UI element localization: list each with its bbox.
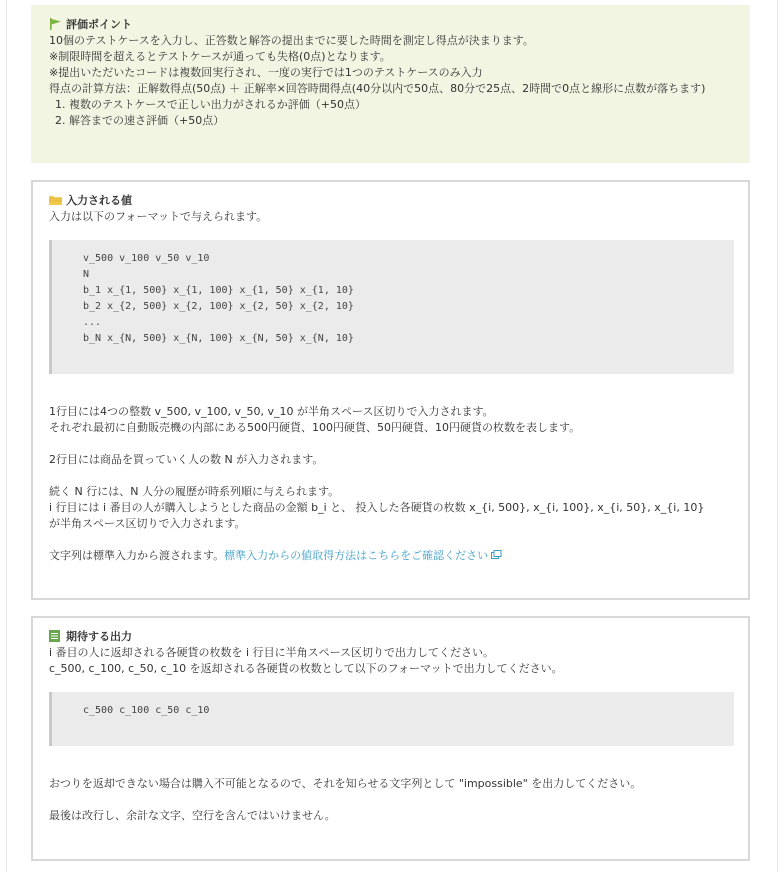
evaluation-title: 評価ポイント bbox=[66, 18, 132, 31]
stdin-text: 文字列は標準入力から渡されます。 bbox=[49, 549, 225, 562]
evaluation-list-item: 1. 複数のテストケースで正しい出力がされるか評価（+50点） bbox=[55, 98, 366, 111]
document-icon bbox=[49, 630, 62, 642]
evaluation-line: ※制限時間を超えるとテストケースが通っても失格(0点)となります。 bbox=[49, 50, 391, 63]
input-format-code bbox=[49, 240, 734, 374]
stdin-help-link[interactable]: 標準入力からの値取得方法はこちらをご確認ください bbox=[224, 549, 489, 562]
output-format-code bbox=[49, 692, 734, 746]
input-desc-line: が半角スペース区切りで入力されます。 bbox=[49, 517, 246, 530]
code-line: b_2 x_{2, 500} x_{2, 100} x_{2, 50} x_{2, 10} bbox=[83, 301, 354, 312]
code-line: c_500 c_100 c_50 c_10 bbox=[83, 705, 210, 716]
input-title: 入力される値 bbox=[66, 194, 132, 207]
input-desc-line: 1行目には4つの整数 v_500, v_100, v_50, v_10 が半角スペース区切りで入力されます。 bbox=[49, 405, 494, 418]
input-desc-line: 2行目には商品を買っていく人の数 N が入力されます。 bbox=[49, 453, 324, 466]
code-line: ... bbox=[83, 317, 102, 328]
output-desc-line: i 番目の人に返却される各硬貨の枚数を i 行目に半角スペース区切りで出力してください。 bbox=[49, 646, 495, 659]
input-panel bbox=[31, 180, 750, 600]
evaluation-box bbox=[31, 5, 750, 163]
output-title: 期待する出力 bbox=[66, 630, 132, 643]
external-link-icon bbox=[491, 548, 502, 564]
output-header bbox=[49, 628, 748, 644]
input-desc-line: 続く N 行には、N 人分の履歴が時系列順に与えられます。 bbox=[49, 485, 340, 498]
output-panel bbox=[31, 616, 750, 861]
code-line: N bbox=[83, 269, 90, 280]
evaluation-line: ※提出いただいたコードは複数回実行され、一度の実行では1つのテストケースのみ入力 bbox=[49, 66, 483, 79]
input-desc-line: i 行目には i 番目の人が購入しようとした商品の金額 b_i と、 投入した各硬貨の枚数 x_{i, 500}, x_{i, 100}, x_{i, 50}, x_{i, 10} bbox=[49, 501, 705, 514]
stdin-note bbox=[49, 548, 748, 564]
output-impossible-line: おつりを返却できない場合は購入不可能となるので、それを知らせる文字列として "impossible" を出力してください。 bbox=[49, 777, 642, 790]
evaluation-line: 得点の計算方法：正解数得点(50点) ＋ 正解率×回答時間得点(40分以内で50点、80分で25点、2時間で0点と線形に点数が落ちます) bbox=[49, 82, 706, 95]
code-line: v_500 v_100 v_50 v_10 bbox=[83, 253, 210, 264]
folder-icon bbox=[49, 194, 62, 206]
input-intro: 入力は以下のフォーマットで与えられます。 bbox=[49, 210, 268, 223]
code-line: b_1 x_{1, 500} x_{1, 100} x_{1, 50} x_{1, 10} bbox=[83, 285, 354, 296]
code-line: b_N x_{N, 500} x_{N, 100} x_{N, 50} x_{N, 10} bbox=[83, 333, 354, 344]
flag-icon bbox=[49, 18, 62, 30]
input-desc-line: それぞれ最初に自動販売機の内部にある500円硬貨、100円硬貨、50円硬貨、10円硬貨の枚数を表します。 bbox=[49, 421, 581, 434]
evaluation-line: 10個のテストケースを入力し、正答数と解答の提出までに要した時間を測定し得点が決まります。 bbox=[49, 34, 534, 47]
evaluation-header bbox=[49, 16, 750, 32]
evaluation-list-item: 2. 解答までの速さ評価（+50点） bbox=[55, 114, 225, 127]
output-final-line: 最後は改行し、余計な文字、空行を含んではいけません。 bbox=[49, 809, 336, 822]
input-header bbox=[49, 192, 748, 208]
output-desc-line: c_500, c_100, c_50, c_10 を返却される各硬貨の枚数として以下のフォーマットで出力してください。 bbox=[49, 662, 563, 675]
